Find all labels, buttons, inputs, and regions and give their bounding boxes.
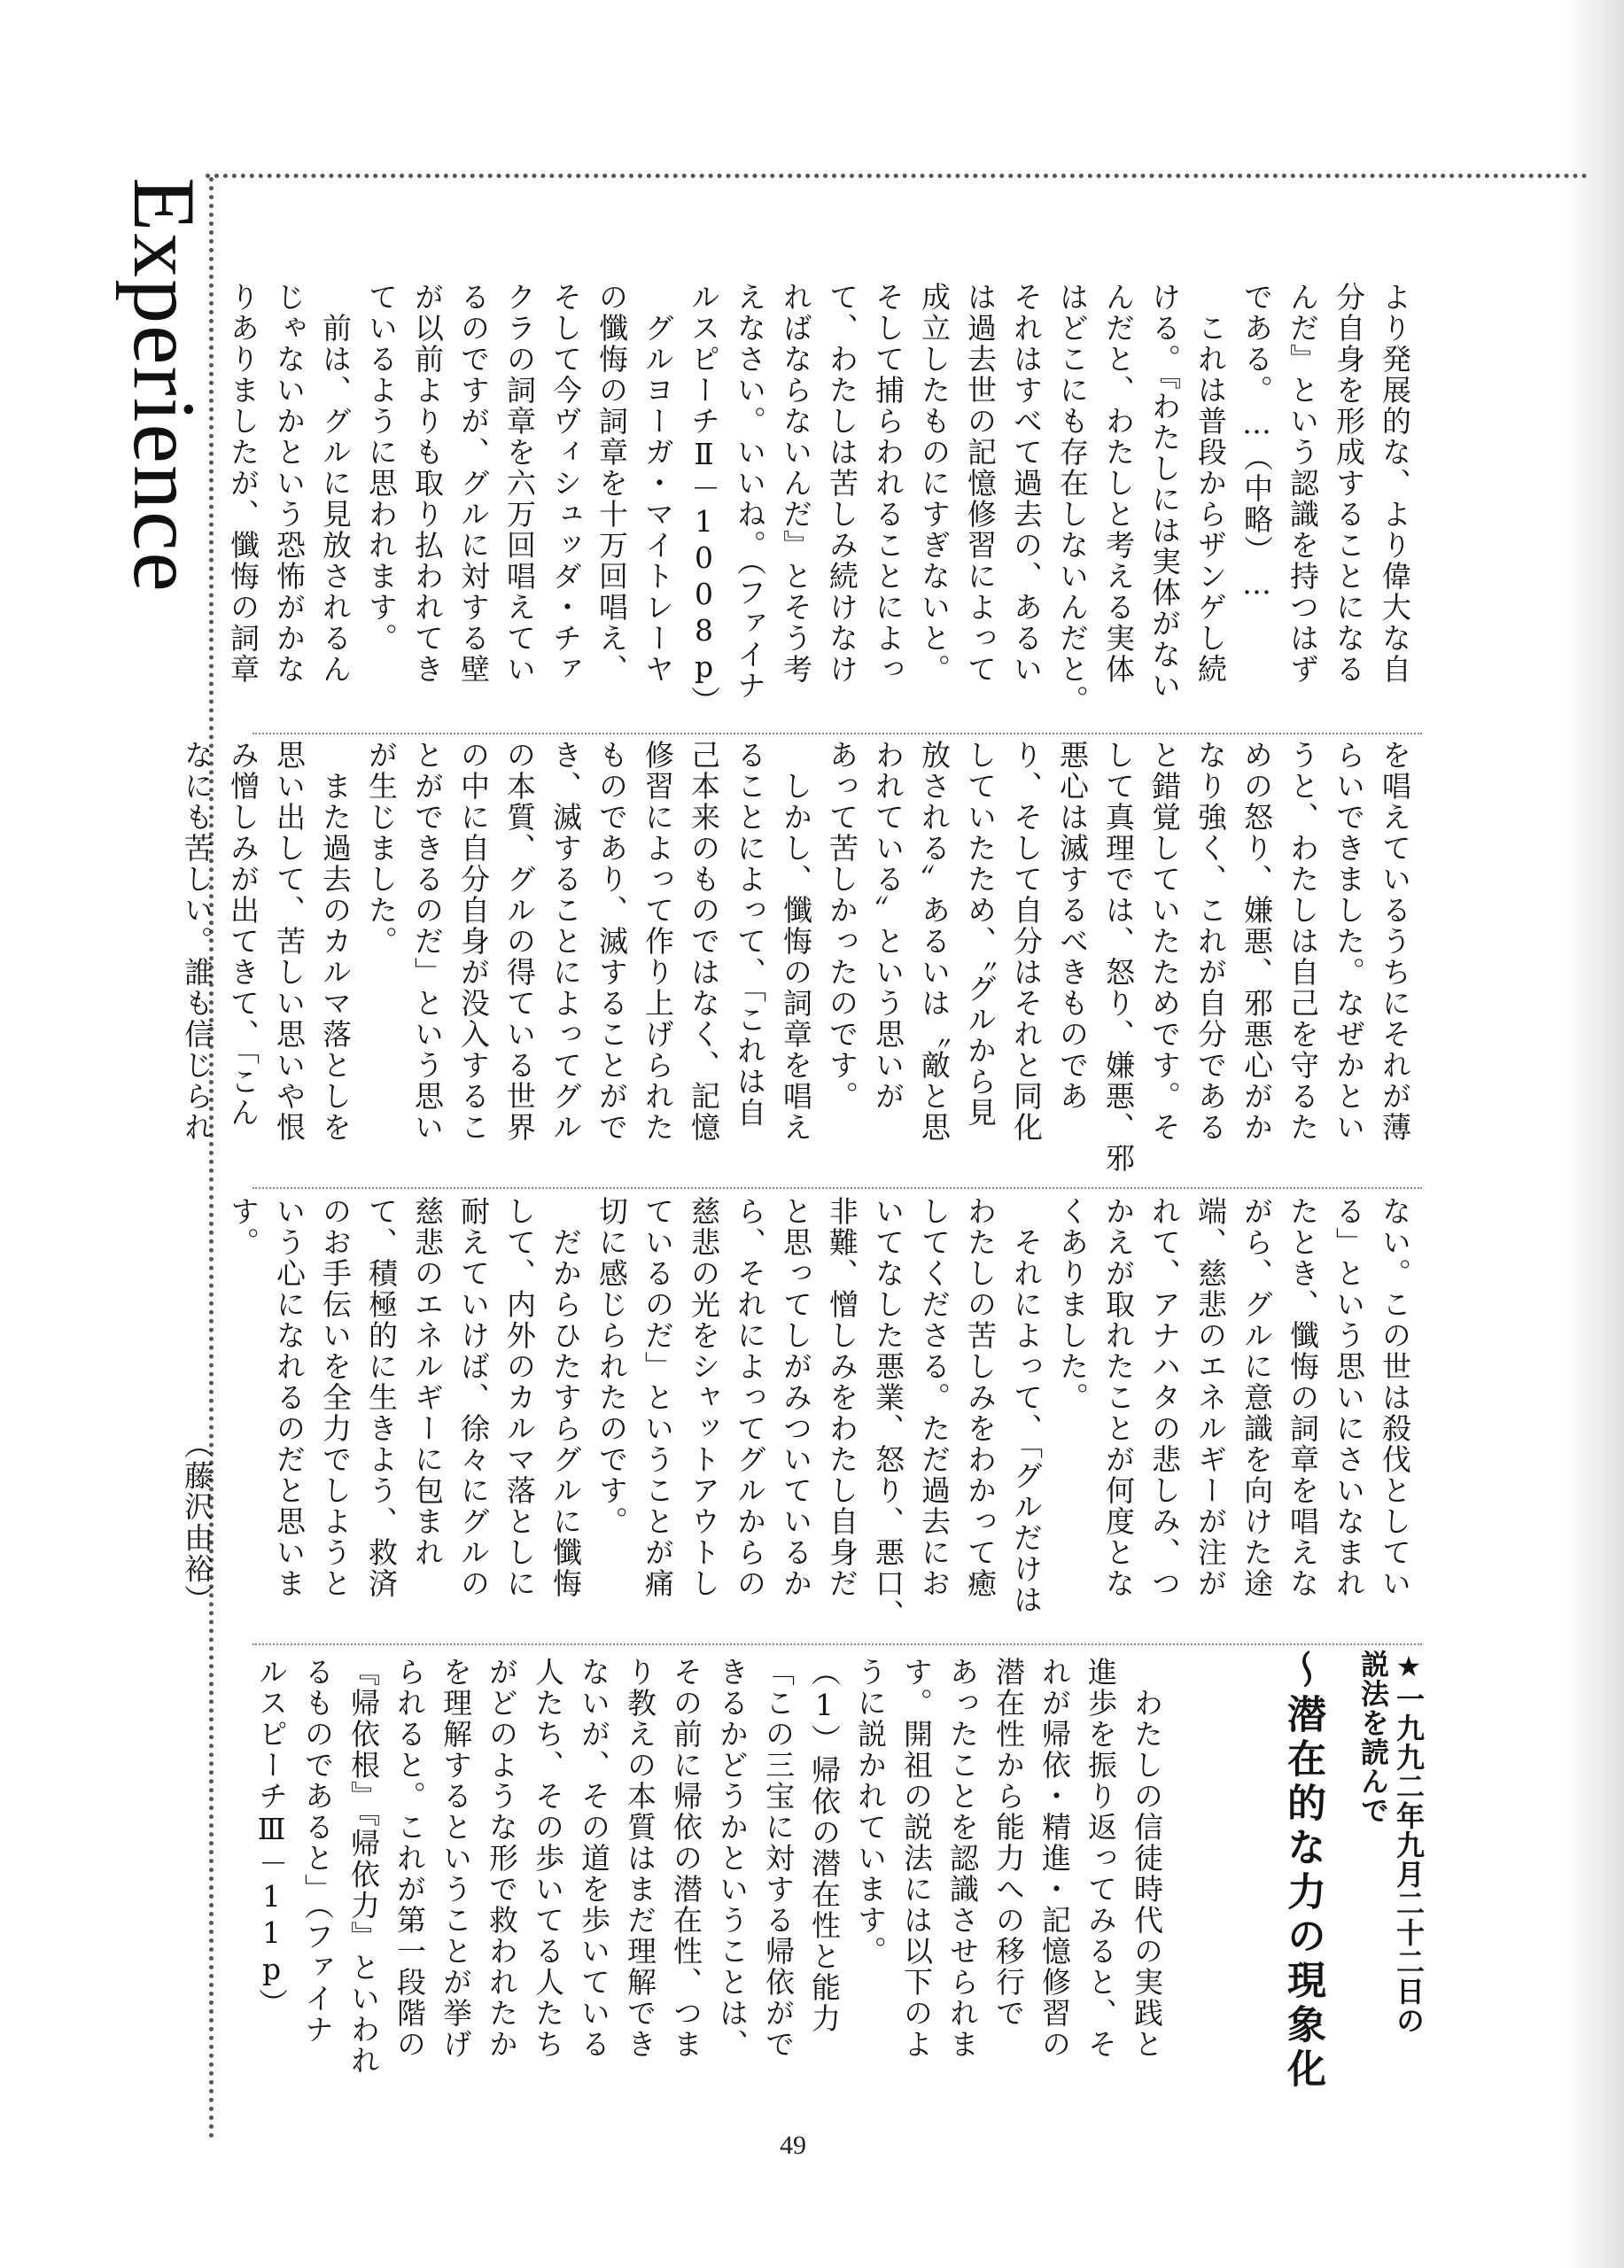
- text-line: そして捕らわれることによっ: [871, 282, 905, 685]
- text-line: りありましたが、懺悔の詞章: [226, 282, 260, 685]
- text-line: 修習によって作り上げられた: [641, 740, 675, 1143]
- text-line: して真理では、怒り、嫌悪、邪: [1101, 740, 1136, 1174]
- text-line: である。…（中略）…: [1239, 282, 1274, 602]
- text-line: クラの詞章を六万回唱えてい: [502, 282, 537, 685]
- text-line: 進歩を振り返ってみると、そ: [1084, 1657, 1118, 2060]
- text-line: れて、アナハタの悲しみ、つ: [1147, 1196, 1182, 1599]
- text-line: きるかどうかということは、: [715, 1657, 750, 2060]
- text-line: その前に帰依の潜在性、つま: [669, 1657, 703, 2060]
- text-line: 己本来のものではなく、記憶: [687, 740, 721, 1143]
- text-line: を唱えているうちにそれが薄: [1378, 740, 1412, 1143]
- text-line: あったことを認識させられま: [945, 1657, 980, 2060]
- text-line: より発展的な、より偉大な自: [1378, 282, 1412, 685]
- text-line: と錯覚していたためです。そ: [1147, 740, 1182, 1143]
- text-line: して、内外のカルマ落としに: [502, 1196, 537, 1599]
- text-line: 「この三宝に対する帰依がで: [761, 1657, 796, 2060]
- heading-subtitle-line-1: ★一九九二年九月二十二日の: [1392, 1650, 1426, 2035]
- text-line: してくださる。ただ過去にお: [917, 1196, 952, 1599]
- text-line: 慈悲の光をシャットアウトし: [687, 1196, 721, 1599]
- text-line: ものであり、滅することがで: [594, 740, 629, 1143]
- page-number: 49: [780, 2131, 806, 2160]
- text-line: なり強く、これが自分である: [1193, 740, 1228, 1143]
- text-line: 切に感じられたのです。: [594, 1196, 629, 1537]
- text-line: じゃないかという恐怖がかな: [272, 282, 307, 685]
- text-column-3: [180, 1196, 1418, 1630]
- text-line: 人たち、その歩いてる人たち: [531, 1657, 565, 2060]
- text-line: は過去世の記憶修習によって: [963, 282, 998, 685]
- subheading-line: （1）帰依の潜在性と能力: [807, 1657, 842, 2034]
- text-line: うに説かれています。: [853, 1657, 888, 1967]
- text-line: られると。これが第一段階の: [392, 1657, 427, 2060]
- text-line: 思い出して、苦しい思いや恨: [272, 740, 307, 1143]
- text-line: 前は、グルに見放されるん: [318, 282, 353, 685]
- text-line: と思ってしがみついているか: [779, 1196, 813, 1599]
- text-line: ることによって、「これは自: [733, 740, 767, 1129]
- text-line: えなさい。いいね。（ファイナ: [733, 282, 767, 702]
- citation-line: ルスピーチⅢ－11p）: [254, 1657, 289, 2019]
- text-line: ける。『わたしには実体がない: [1147, 282, 1182, 702]
- text-line: がら、グルに意識を向けた途: [1239, 1196, 1274, 1599]
- text-line: の本質、グルの得ている世界: [502, 740, 537, 1143]
- text-line: そして今ヴィシュッダ・チァ: [548, 282, 583, 685]
- text-line: また過去のカルマ落としを: [318, 740, 353, 1143]
- text-line: かえが取れたことが何度とな: [1101, 1196, 1136, 1599]
- text-line: これは普段からザンゲし続: [1193, 282, 1228, 685]
- article-heading: [1196, 1650, 1426, 2093]
- text-line: はどこにも存在しないんだと。: [1055, 282, 1090, 716]
- text-line: うと、わたしは自己を守るた: [1286, 740, 1320, 1143]
- text-line: 潜在性から能力への移行で: [991, 1657, 1026, 2029]
- text-line: グルヨーガ・マイトレーヤ: [641, 282, 675, 685]
- text-line: めの怒り、嫌悪、邪悪心がか: [1239, 740, 1274, 1143]
- heading-subtitle: [1356, 1650, 1426, 2035]
- text-column-1: [226, 282, 1418, 725]
- text-line: 悪心は滅するべきものであ: [1055, 740, 1090, 1112]
- heading-title: ～潜在的な力の現象化: [1280, 1650, 1325, 2093]
- citation-line: ルスピーチⅡ－1008p）: [687, 282, 721, 717]
- column-separator: [253, 1187, 1422, 1189]
- page-gutter-shade: [1562, 0, 1624, 2268]
- text-line: を理解するということが挙げ: [439, 1657, 473, 2060]
- text-line: り教えの本質はまだ理解でき: [623, 1657, 657, 2060]
- text-line: われている〟という思いが: [871, 740, 905, 1112]
- heading-subtitle-line-2: 説法を読んで: [1356, 1650, 1390, 1825]
- text-line: の中に自分自身が没入するこ: [456, 740, 491, 1143]
- text-line: それはすべて過去の、あるい: [1009, 282, 1044, 685]
- text-line: るものであると」（ファイナ: [300, 1657, 335, 2046]
- text-line: が生じました。: [364, 740, 399, 957]
- text-line: る」という思いにさいなまれ: [1332, 1196, 1366, 1599]
- text-line: 『帰依根』『帰依力』といわれ: [346, 1657, 381, 2077]
- text-line: 慈悲のエネルギーに包まれ: [410, 1196, 445, 1568]
- text-line: す。開祖の説法には以下のよ: [899, 1657, 934, 2060]
- text-line: ら、それによってグルからの: [733, 1196, 767, 1599]
- text-line: き、滅することによってグル: [548, 740, 583, 1143]
- text-line: て、積極的に生きよう、救済: [364, 1196, 399, 1599]
- text-line: たとき、懺悔の詞章を唱えな: [1286, 1196, 1320, 1599]
- text-line: とができるのだ」という思い: [410, 740, 445, 1143]
- text-line: ればならないんだ』とそう考: [779, 282, 813, 685]
- author-credit: （藤沢由裕）: [180, 1196, 214, 1616]
- text-line: るのですが、グルに対する壁: [456, 282, 491, 685]
- column-separator: [253, 1643, 1422, 1645]
- text-line: ない。この世は殺伐としてい: [1378, 1196, 1412, 1599]
- text-line: ないが、その道を歩いている: [577, 1657, 611, 2060]
- text-line: 非難、憎しみをわたし自身だ: [825, 1196, 859, 1599]
- text-line: がどのような形で救われたか: [485, 1657, 519, 2060]
- text-line: のお手伝いを全力でしようと: [318, 1196, 353, 1599]
- text-column-4: [254, 1657, 1169, 2077]
- text-line: 分自身を形成することになる: [1332, 282, 1366, 685]
- text-line: 放される〟あるいは〝敵と思: [917, 740, 952, 1143]
- text-line: 端、慈悲のエネルギーが注が: [1193, 1196, 1228, 1599]
- text-line: だからひたすらグルに懺悔: [548, 1196, 583, 1599]
- text-line: わたしの苦しみをわかって癒: [963, 1196, 998, 1599]
- text-line: が以前よりも取り払われてき: [410, 282, 445, 685]
- text-line: しかし、懺悔の詞章を唱え: [779, 740, 813, 1143]
- text-line: れが帰依・精進・記憶修習の: [1037, 1657, 1072, 2060]
- text-line: なにも苦しい。誰も信じられ: [180, 740, 214, 1143]
- text-line: んだ』という認識を持つはず: [1286, 282, 1320, 685]
- text-line: り、そして自分はそれと同化: [1009, 740, 1044, 1143]
- text-line: 耐えていけば、徐々にグルの: [456, 1196, 491, 1599]
- text-line: わたしの信徒時代の実践と: [1130, 1657, 1164, 2060]
- section-title-area: [115, 177, 213, 673]
- text-line: ているように思われます。: [364, 282, 399, 654]
- text-line: ているのだ」ということが痛: [641, 1196, 675, 1599]
- section-title: Experience: [115, 177, 214, 594]
- text-line: それによって、「グルだけは: [1009, 1196, 1044, 1616]
- top-dotted-border: [206, 174, 1588, 178]
- text-line: いてなした悪業、怒り、悪口、: [871, 1196, 905, 1630]
- text-line: していたため、〝グルから見: [963, 740, 998, 1129]
- text-line: す。: [226, 1196, 260, 1258]
- text-line: て、わたしは苦しみ続けなけ: [825, 282, 859, 685]
- text-line: の懺悔の詞章を十万回唱え、: [594, 282, 629, 685]
- text-line: らいできました。なぜかとい: [1332, 740, 1366, 1143]
- text-line: 成立したものにすぎないと。: [917, 282, 952, 685]
- text-line: み憎しみが出てきて、「こん: [226, 740, 260, 1129]
- text-line: くありました。: [1055, 1196, 1090, 1413]
- column-separator: [253, 733, 1422, 734]
- text-column-2: [180, 740, 1418, 1183]
- text-line: あって苦しかったのです。: [825, 740, 859, 1112]
- text-line: いう心になれるのだと思いま: [272, 1196, 307, 1599]
- text-line: んだと、わたしと考える実体: [1101, 282, 1136, 685]
